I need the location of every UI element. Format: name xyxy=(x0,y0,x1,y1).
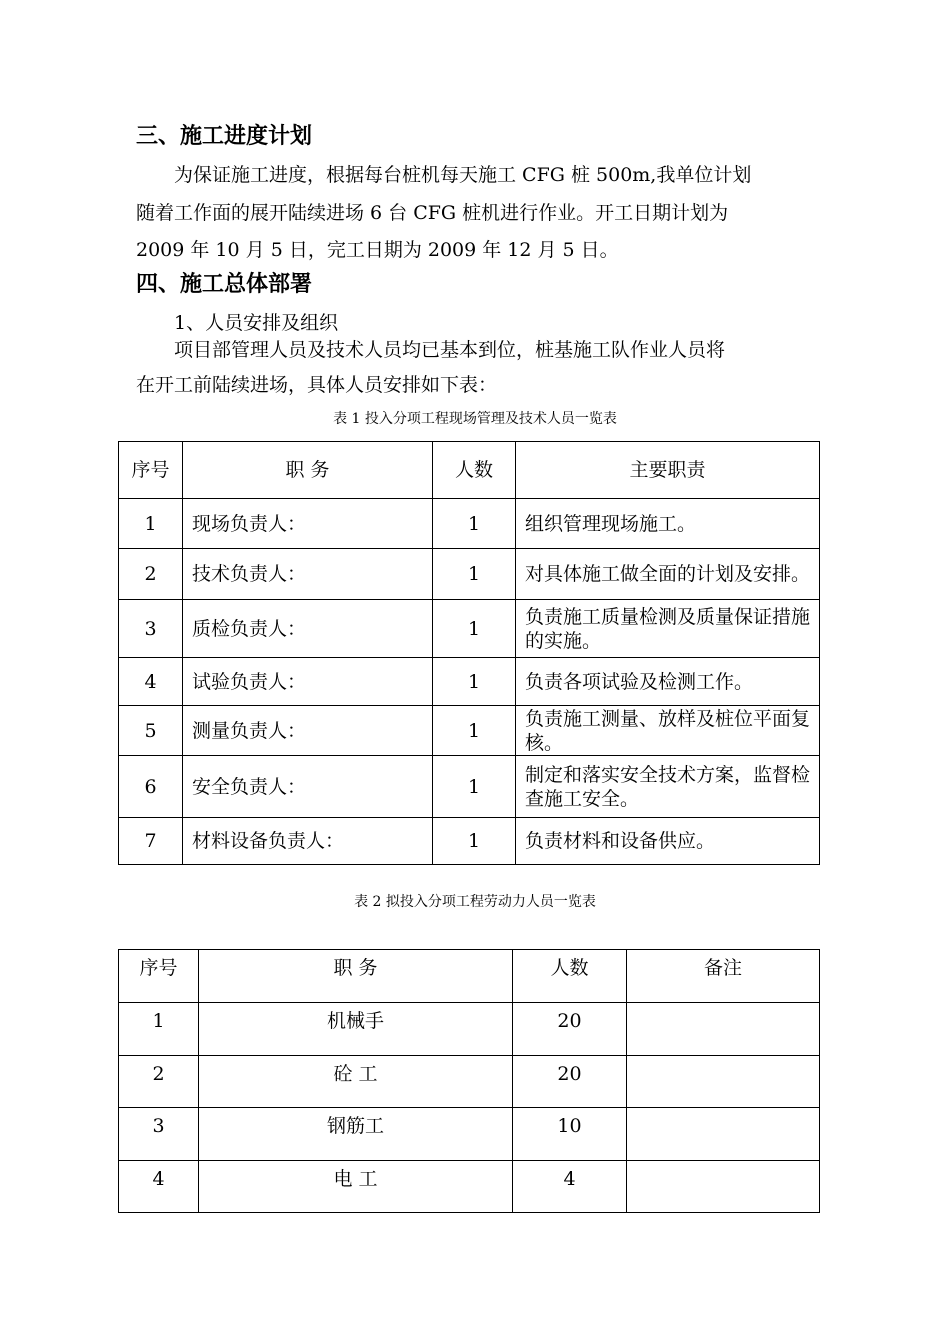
row-no: 6 xyxy=(119,756,183,818)
row-no: 3 xyxy=(119,1108,199,1161)
row-role: 钢筋工 xyxy=(199,1108,513,1161)
row-role: 机械手 xyxy=(199,1003,513,1056)
section-4-subheading: 1、人员安排及组织 xyxy=(174,312,339,334)
table-2 xyxy=(118,949,820,1213)
row-count: 1 xyxy=(433,499,516,549)
table-row xyxy=(119,1161,820,1213)
row-no: 2 xyxy=(119,1056,199,1108)
table-row xyxy=(119,549,820,600)
table-row xyxy=(119,499,820,549)
table-2-header-role: 职 务 xyxy=(199,950,513,1003)
table-row xyxy=(119,756,820,818)
row-duty: 组织管理现场施工。 xyxy=(516,499,820,549)
row-count: 20 xyxy=(513,1056,627,1108)
row-note xyxy=(627,1108,820,1161)
section-3-line-2: 随着工作面的展开陆续进场 6 台 CFG 桩机进行作业。开工日期计划为 xyxy=(136,202,729,224)
table-2-header-count: 人数 xyxy=(513,950,627,1003)
row-note xyxy=(627,1056,820,1108)
row-duty: 负责各项试验及检测工作。 xyxy=(516,658,820,706)
row-count: 1 xyxy=(433,706,516,756)
section-4-line-2: 在开工前陆续进场，具体人员安排如下表： xyxy=(136,374,498,396)
row-no: 4 xyxy=(119,1161,199,1213)
row-role: 质检负责人： xyxy=(183,600,433,658)
row-duty: 制定和落实安全技术方案，监督检查施工安全。 xyxy=(516,756,820,818)
table-row xyxy=(119,658,820,706)
row-no: 7 xyxy=(119,818,183,865)
row-no: 3 xyxy=(119,600,183,658)
row-role: 安全负责人： xyxy=(183,756,433,818)
table-row xyxy=(119,600,820,658)
row-count: 1 xyxy=(433,658,516,706)
row-role: 现场负责人： xyxy=(183,499,433,549)
table-row xyxy=(119,1108,820,1161)
row-note xyxy=(627,1003,820,1056)
row-role: 电 工 xyxy=(199,1161,513,1213)
table-row xyxy=(119,818,820,865)
row-count: 1 xyxy=(433,756,516,818)
section-4-heading: 四、施工总体部署 xyxy=(136,272,313,297)
section-3-heading: 三、施工进度计划 xyxy=(136,124,313,149)
row-role: 材料设备负责人： xyxy=(183,818,433,865)
row-count: 10 xyxy=(513,1108,627,1161)
table-1-caption: 表 1 投入分项工程现场管理及技术人员一览表 xyxy=(333,411,617,427)
table-1-header-row xyxy=(119,442,820,499)
table-2-header-note: 备注 xyxy=(627,950,820,1003)
row-role: 试验负责人： xyxy=(183,658,433,706)
section-4-line-1: 项目部管理人员及技术人员均已基本到位，桩基施工队作业人员将 xyxy=(174,339,726,361)
row-count: 1 xyxy=(433,549,516,600)
row-no: 1 xyxy=(119,1003,199,1056)
table-row xyxy=(119,1056,820,1108)
table-1-header-no: 序号 xyxy=(119,442,183,499)
row-duty: 负责施工测量、放样及桩位平面复核。 xyxy=(516,706,820,756)
row-role: 测量负责人： xyxy=(183,706,433,756)
table-1 xyxy=(118,441,820,865)
table-1-header-role: 职 务 xyxy=(183,442,433,499)
row-no: 4 xyxy=(119,658,183,706)
row-count: 1 xyxy=(433,818,516,865)
row-note xyxy=(627,1161,820,1213)
table-row xyxy=(119,706,820,756)
table-1-header-count: 人数 xyxy=(433,442,516,499)
section-3-line-1: 为保证施工进度，根据每台桩机每天施工 CFG 桩 500m,我单位计划 xyxy=(174,164,752,186)
row-count: 1 xyxy=(433,600,516,658)
table-row xyxy=(119,1003,820,1056)
row-count: 20 xyxy=(513,1003,627,1056)
row-count: 4 xyxy=(513,1161,627,1213)
row-no: 2 xyxy=(119,549,183,600)
table-1-header-duty: 主要职责 xyxy=(516,442,820,499)
row-role: 技术负责人： xyxy=(183,549,433,600)
table-2-caption: 表 2 拟投入分项工程劳动力人员一览表 xyxy=(354,894,596,910)
row-no: 5 xyxy=(119,706,183,756)
table-2-header-row xyxy=(119,950,820,1003)
row-duty: 对具体施工做全面的计划及安排。 xyxy=(516,549,820,600)
row-duty: 负责材料和设备供应。 xyxy=(516,818,820,865)
row-role: 砼 工 xyxy=(199,1056,513,1108)
row-duty: 负责施工质量检测及质量保证措施的实施。 xyxy=(516,600,820,658)
section-3-line-3: 2009 年 10 月 5 日，完工日期为 2009 年 12 月 5 日。 xyxy=(136,239,619,261)
row-no: 1 xyxy=(119,499,183,549)
table-2-header-no: 序号 xyxy=(119,950,199,1003)
